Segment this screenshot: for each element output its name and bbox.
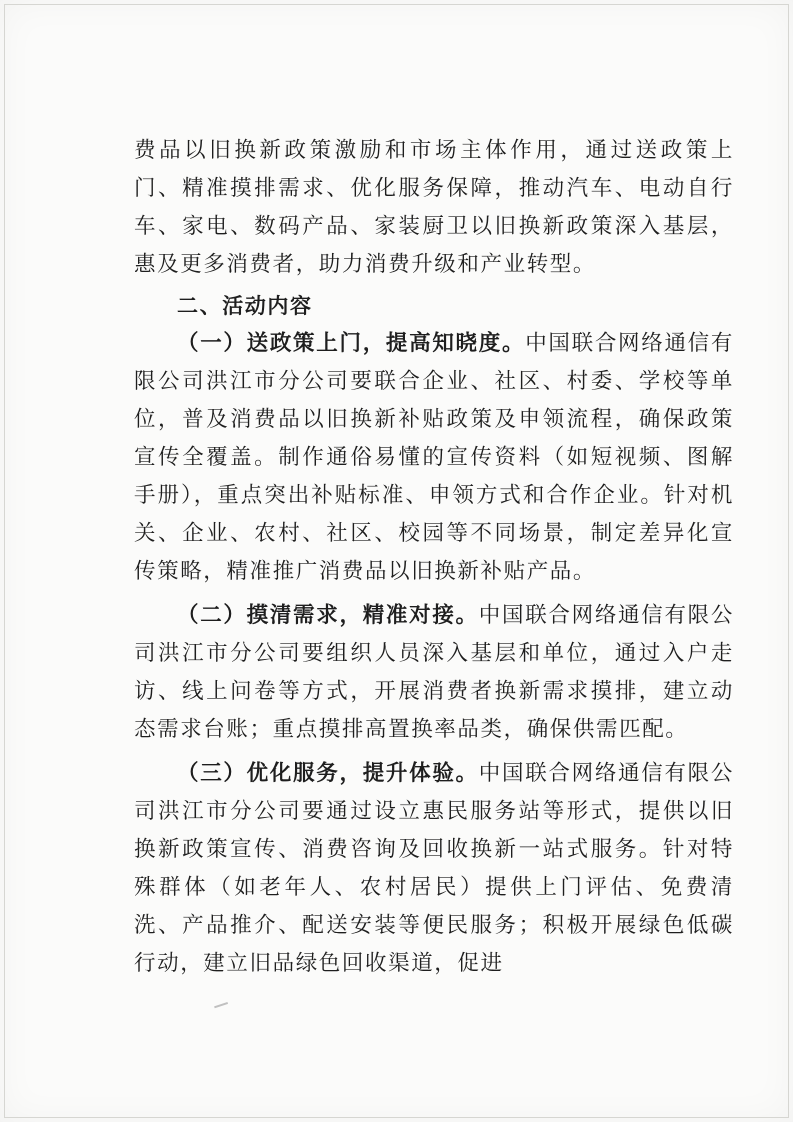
paragraph-intro: 费品以旧换新政策激励和市场主体作用，通过送政策上门、精准摸排需求、优化服务保障，推动汽车、电动自行车、家电、数码产品、家装厨卫以旧换新政策深入基层，惠及更多消费者，助力消费升级和产业转型。 xyxy=(134,138,734,277)
paragraph-section-1 xyxy=(134,325,734,591)
section-1-lead: （一）送政策上门，提高知晓度。 xyxy=(177,331,526,356)
document-body xyxy=(134,132,734,983)
section-1-text: 中国联合网络通信有限公司洪江市分公司要联合企业、社区、村委、学校等单位，普及消费品以旧换新补贴政策及申领流程，确保政策宣传全覆盖。制作通俗易懂的宣传资料（如短视频、图解手册），重点突出补贴标准、申领方式和合作企业。针对机关、企业、农村、社区、校园等不同场景，制定差异化宣传策略，精准推广消费品以旧换新补贴产品。 xyxy=(134,331,734,584)
scan-speck xyxy=(214,1002,230,1014)
paragraph-section-3 xyxy=(134,755,734,983)
section-heading-activity-content: 二、活动内容 xyxy=(177,294,313,318)
section-2-text: 中国联合网络通信有限公司洪江市分公司要组织人员深入基层和单位，通过入户走访、线上问卷等方式，开展消费者换新需求摸排，建立动态需求台账；重点摸排高置换率品类，确保供需匹配。 xyxy=(134,603,734,742)
section-3-lead: （三）优化服务，提升体验。 xyxy=(177,761,479,786)
section-2-lead: （二）摸清需求，精准对接。 xyxy=(177,603,479,628)
paragraph-section-2 xyxy=(134,597,734,749)
section-3-text: 中国联合网络通信有限公司洪江市分公司要通过设立惠民服务站等形式，提供以旧换新政策宣传、消费咨询及回收换新一站式服务。针对特殊群体（如老年人、农村居民）提供上门评估、免费清洗、产品推介、配送安装等便民服务；积极开展绿色低碳行动，建立旧品绿色回收渠道，促进 xyxy=(134,761,734,976)
